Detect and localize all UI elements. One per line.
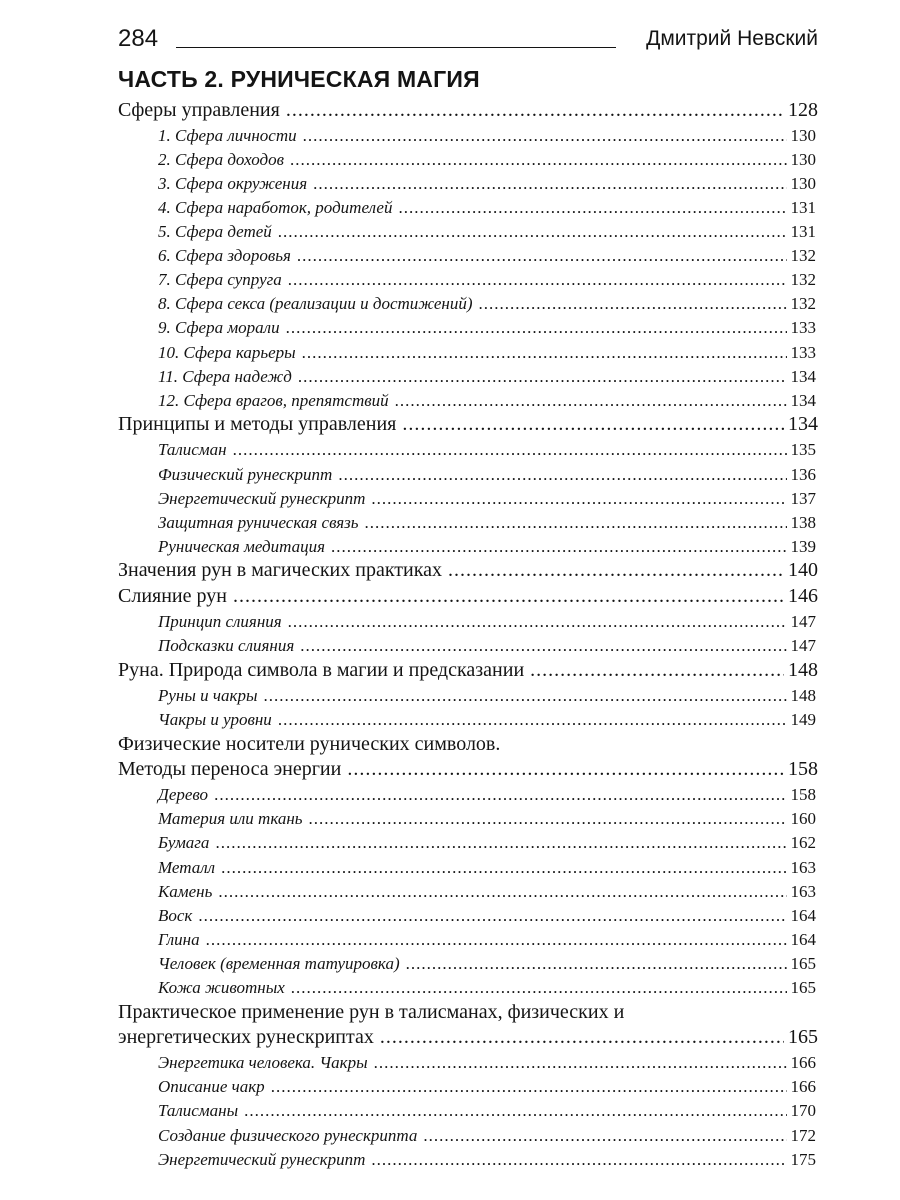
toc-leader-dots bbox=[380, 1026, 784, 1049]
toc-subentry[interactable] bbox=[118, 460, 818, 484]
toc-entry-title: Камень bbox=[158, 881, 213, 901]
toc-subentry[interactable] bbox=[118, 170, 818, 194]
toc-entry-page: 131 bbox=[790, 197, 816, 217]
toc-leader-dots bbox=[206, 930, 787, 950]
toc-entry-page: 148 bbox=[788, 658, 818, 681]
toc-entry-page: 147 bbox=[790, 612, 816, 632]
toc-entry-page: 170 bbox=[790, 1101, 816, 1121]
toc-entry-page: 165 bbox=[790, 953, 816, 973]
toc-entry-page: 160 bbox=[790, 809, 816, 829]
toc-entry-title: Глина bbox=[158, 929, 200, 949]
toc-entry-title: Талисман bbox=[158, 440, 227, 460]
toc-entry-title: Руны и чакры bbox=[158, 685, 258, 705]
toc-leader-dots bbox=[233, 585, 784, 608]
toc-subentry[interactable] bbox=[118, 218, 818, 242]
toc-entry-title: 1. Сфера личности bbox=[158, 125, 297, 145]
toc-entry-title: Руническая медитация bbox=[158, 536, 325, 556]
toc-entry-page: 134 bbox=[790, 390, 816, 410]
toc-entry-page: 137 bbox=[790, 488, 816, 508]
toc-leader-dots bbox=[290, 150, 787, 170]
toc-leader-dots bbox=[297, 246, 787, 266]
toc-entry-page: 138 bbox=[790, 512, 816, 532]
toc-subentry[interactable] bbox=[118, 1049, 818, 1073]
toc-leader-dots bbox=[331, 537, 787, 557]
toc-subentry[interactable] bbox=[118, 1073, 818, 1097]
toc-leader-dots bbox=[371, 489, 786, 509]
header-rule bbox=[176, 47, 616, 48]
toc-entry-title: Бумага bbox=[158, 833, 210, 853]
toc-leader-dots bbox=[271, 1077, 787, 1097]
toc-leader-dots bbox=[298, 367, 787, 387]
toc-entry-title: 4. Сфера наработок, родителей bbox=[158, 197, 393, 217]
toc-subentry[interactable] bbox=[118, 1121, 818, 1145]
toc-entry-title: Защитная руническая связь bbox=[158, 512, 359, 532]
toc-entry-title: 5. Сфера детей bbox=[158, 222, 272, 242]
page-number: 284 bbox=[118, 25, 159, 52]
toc-leader-dots bbox=[479, 294, 787, 314]
toc-leader-dots bbox=[300, 636, 786, 656]
toc-entry[interactable] bbox=[118, 656, 818, 682]
toc-entry-title: Дерево bbox=[158, 785, 209, 805]
toc-leader-dots bbox=[530, 659, 784, 682]
toc-subentry[interactable] bbox=[118, 878, 818, 902]
toc-entry-title: Энергетический рунескрипт bbox=[158, 1149, 366, 1169]
toc-entry-page: 132 bbox=[790, 294, 816, 314]
table-of-contents bbox=[118, 96, 818, 1170]
toc-entry-page: 158 bbox=[788, 758, 818, 781]
toc-leader-dots bbox=[347, 758, 784, 781]
toc-leader-dots bbox=[278, 222, 787, 242]
toc-entry-page: 134 bbox=[790, 366, 816, 386]
toc-subentry[interactable] bbox=[118, 926, 818, 950]
toc-leader-dots bbox=[214, 785, 786, 805]
toc-subentry[interactable] bbox=[118, 902, 818, 926]
toc-leader-dots bbox=[221, 858, 786, 878]
toc-subentry[interactable] bbox=[118, 533, 818, 557]
toc-entry-title: 8. Сфера секса (реализации и достижений) bbox=[158, 294, 473, 314]
toc-leader-dots bbox=[244, 1101, 786, 1121]
toc-leader-dots bbox=[365, 513, 787, 533]
toc-entry[interactable] bbox=[118, 756, 818, 782]
toc-entry-title: Сферы управления bbox=[118, 98, 280, 121]
toc-entry-title: Практическое применение рун в талисманах, физических и bbox=[118, 1000, 625, 1023]
toc-leader-dots bbox=[402, 413, 784, 436]
toc-subentry[interactable] bbox=[118, 194, 818, 218]
toc-leader-dots bbox=[313, 174, 786, 194]
toc-leader-dots bbox=[309, 809, 787, 829]
toc-leader-dots bbox=[448, 559, 784, 582]
toc-entry-page: 128 bbox=[788, 98, 818, 121]
toc-entry-title: Материя или ткань bbox=[158, 809, 303, 829]
toc-entry-title: 7. Сфера супруга bbox=[158, 270, 282, 290]
toc-entry-title: 12. Сфера врагов, препятствий bbox=[158, 390, 389, 410]
toc-entry[interactable] bbox=[118, 411, 818, 437]
toc-subentry[interactable] bbox=[118, 485, 818, 509]
toc-entry[interactable] bbox=[118, 557, 818, 583]
toc-subentry[interactable] bbox=[118, 436, 818, 460]
toc-subentry[interactable] bbox=[118, 338, 818, 362]
toc-leader-dots bbox=[198, 906, 786, 926]
toc-entry-title: Физические носители рунических символов. bbox=[118, 732, 501, 755]
toc-entry-title: Чакры и уровни bbox=[158, 709, 272, 729]
toc-subentry[interactable] bbox=[118, 387, 818, 411]
toc-entry-page: 166 bbox=[790, 1053, 816, 1073]
toc-entry-page: 175 bbox=[790, 1149, 816, 1169]
toc-entry-title: Значения рун в магических практиках bbox=[118, 559, 443, 582]
toc-leader-dots bbox=[371, 1150, 786, 1170]
toc-entry-page: 162 bbox=[790, 833, 816, 853]
toc-entry-page: 172 bbox=[790, 1125, 816, 1145]
toc-subentry[interactable] bbox=[118, 805, 818, 829]
toc-entry-page: 149 bbox=[790, 709, 816, 729]
toc-entry-page: 164 bbox=[790, 929, 816, 949]
toc-entry-page: 136 bbox=[790, 464, 816, 484]
toc-leader-dots bbox=[291, 978, 787, 998]
toc-subentry[interactable] bbox=[118, 974, 818, 998]
toc-entry-title: Талисманы bbox=[158, 1101, 239, 1121]
toc-entry-page: 163 bbox=[790, 881, 816, 901]
toc-subentry[interactable] bbox=[118, 290, 818, 314]
toc-entry-title: Воск bbox=[158, 905, 193, 925]
toc-entry-title: 11. Сфера надежд bbox=[158, 366, 292, 386]
toc-subentry[interactable] bbox=[118, 682, 818, 706]
toc-entry-page: 165 bbox=[788, 1026, 818, 1049]
toc-subentry[interactable] bbox=[118, 608, 818, 632]
toc-entry-page: 134 bbox=[788, 413, 818, 436]
toc-entry-title: 9. Сфера морали bbox=[158, 318, 280, 338]
toc-entry-title: Принцип слияния bbox=[158, 612, 282, 632]
toc-leader-dots bbox=[398, 198, 786, 218]
toc-leader-dots bbox=[215, 833, 786, 853]
toc-entry-title: Руна. Природа символа в магии и предсказании bbox=[118, 658, 525, 681]
toc-entry-page: 146 bbox=[788, 584, 818, 607]
toc-entry-title: Описание чакр bbox=[158, 1077, 265, 1097]
toc-subentry[interactable] bbox=[118, 314, 818, 338]
toc-entry-page: 130 bbox=[790, 149, 816, 169]
toc-entry-page: 139 bbox=[790, 536, 816, 556]
toc-entry-title: Энергетика человека. Чакры bbox=[158, 1053, 368, 1073]
toc-leader-dots bbox=[395, 391, 787, 411]
toc-subentry[interactable] bbox=[118, 242, 818, 266]
toc-entry-title: Кожа животных bbox=[158, 977, 285, 997]
toc-subentry[interactable] bbox=[118, 706, 818, 730]
toc-entry[interactable] bbox=[118, 96, 818, 122]
toc-leader-dots bbox=[423, 1126, 786, 1146]
toc-entry-title: Принципы и методы управления bbox=[118, 413, 397, 436]
toc-subentry[interactable] bbox=[118, 122, 818, 146]
toc-entry-page: 164 bbox=[790, 905, 816, 925]
toc-entry-title: 2. Сфера доходов bbox=[158, 149, 284, 169]
toc-entry-page: 166 bbox=[790, 1077, 816, 1097]
toc-entry-page: 140 bbox=[788, 559, 818, 582]
toc-entry-title: Методы переноса энергии bbox=[118, 758, 342, 781]
toc-leader-dots bbox=[286, 99, 784, 122]
toc-entry-title: Человек (временная татуировка) bbox=[158, 953, 400, 973]
toc-entry-page: 131 bbox=[790, 222, 816, 242]
toc-entry-page: 132 bbox=[790, 270, 816, 290]
toc-leader-dots bbox=[288, 612, 787, 632]
toc-entry-page: 132 bbox=[790, 246, 816, 266]
toc-entry[interactable] bbox=[118, 582, 818, 608]
toc-entry-page: 133 bbox=[790, 318, 816, 338]
toc-entry-title: Физический рунескрипт bbox=[158, 464, 333, 484]
toc-subentry[interactable] bbox=[118, 363, 818, 387]
toc-leader-dots bbox=[338, 465, 786, 485]
toc-leader-dots bbox=[406, 954, 787, 974]
toc-entry-title: 6. Сфера здоровья bbox=[158, 246, 291, 266]
page-header bbox=[118, 22, 818, 56]
toc-entry-page: 130 bbox=[790, 125, 816, 145]
toc-entry-title: 3. Сфера окружения bbox=[158, 173, 308, 193]
toc-entry-page: 130 bbox=[790, 173, 816, 193]
part-title: ЧАСТЬ 2. РУНИЧЕСКАЯ МАГИЯ bbox=[118, 66, 480, 92]
toc-entry-page: 135 bbox=[790, 440, 816, 460]
toc-subentry[interactable] bbox=[118, 781, 818, 805]
toc-subentry[interactable] bbox=[118, 509, 818, 533]
toc-entry[interactable] bbox=[118, 1024, 818, 1050]
toc-leader-dots bbox=[374, 1053, 787, 1073]
toc-subentry[interactable] bbox=[118, 632, 818, 656]
toc-subentry[interactable] bbox=[118, 266, 818, 290]
toc-entry-page: 163 bbox=[790, 857, 816, 877]
toc-entry-page: 148 bbox=[790, 685, 816, 705]
toc-subentry[interactable] bbox=[118, 1146, 818, 1170]
toc-leader-dots bbox=[302, 343, 787, 363]
toc-entry-page: 147 bbox=[790, 636, 816, 656]
toc-subentry[interactable] bbox=[118, 853, 818, 877]
running-title: Дмитрий Невский bbox=[646, 27, 818, 50]
toc-leader-dots bbox=[303, 126, 787, 146]
toc-entry-title: энергетических рунескриптах bbox=[118, 1026, 374, 1049]
toc-leader-dots bbox=[218, 882, 786, 902]
toc-entry-title: Энергетический рунескрипт bbox=[158, 488, 366, 508]
toc-entry-title: Слияние рун bbox=[118, 584, 227, 607]
toc-entry-title: Подсказки слияния bbox=[158, 636, 295, 656]
toc-leader-dots bbox=[233, 440, 787, 460]
toc-leader-dots bbox=[278, 710, 787, 730]
toc-entry-line[interactable] bbox=[118, 730, 818, 756]
toc-subentry[interactable] bbox=[118, 1097, 818, 1121]
toc-subentry[interactable] bbox=[118, 950, 818, 974]
toc-leader-dots bbox=[288, 270, 787, 290]
toc-leader-dots bbox=[286, 318, 787, 338]
toc-entry-page: 158 bbox=[790, 785, 816, 805]
toc-entry-title: 10. Сфера карьеры bbox=[158, 342, 296, 362]
toc-subentry[interactable] bbox=[118, 146, 818, 170]
toc-entry-title: Металл bbox=[158, 857, 216, 877]
toc-entry-line[interactable] bbox=[118, 998, 818, 1024]
toc-entry-page: 165 bbox=[790, 977, 816, 997]
toc-entry-page: 133 bbox=[790, 342, 816, 362]
toc-leader-dots bbox=[263, 686, 786, 706]
toc-entry-title: Создание физического рунескрипта bbox=[158, 1125, 418, 1145]
toc-subentry[interactable] bbox=[118, 829, 818, 853]
